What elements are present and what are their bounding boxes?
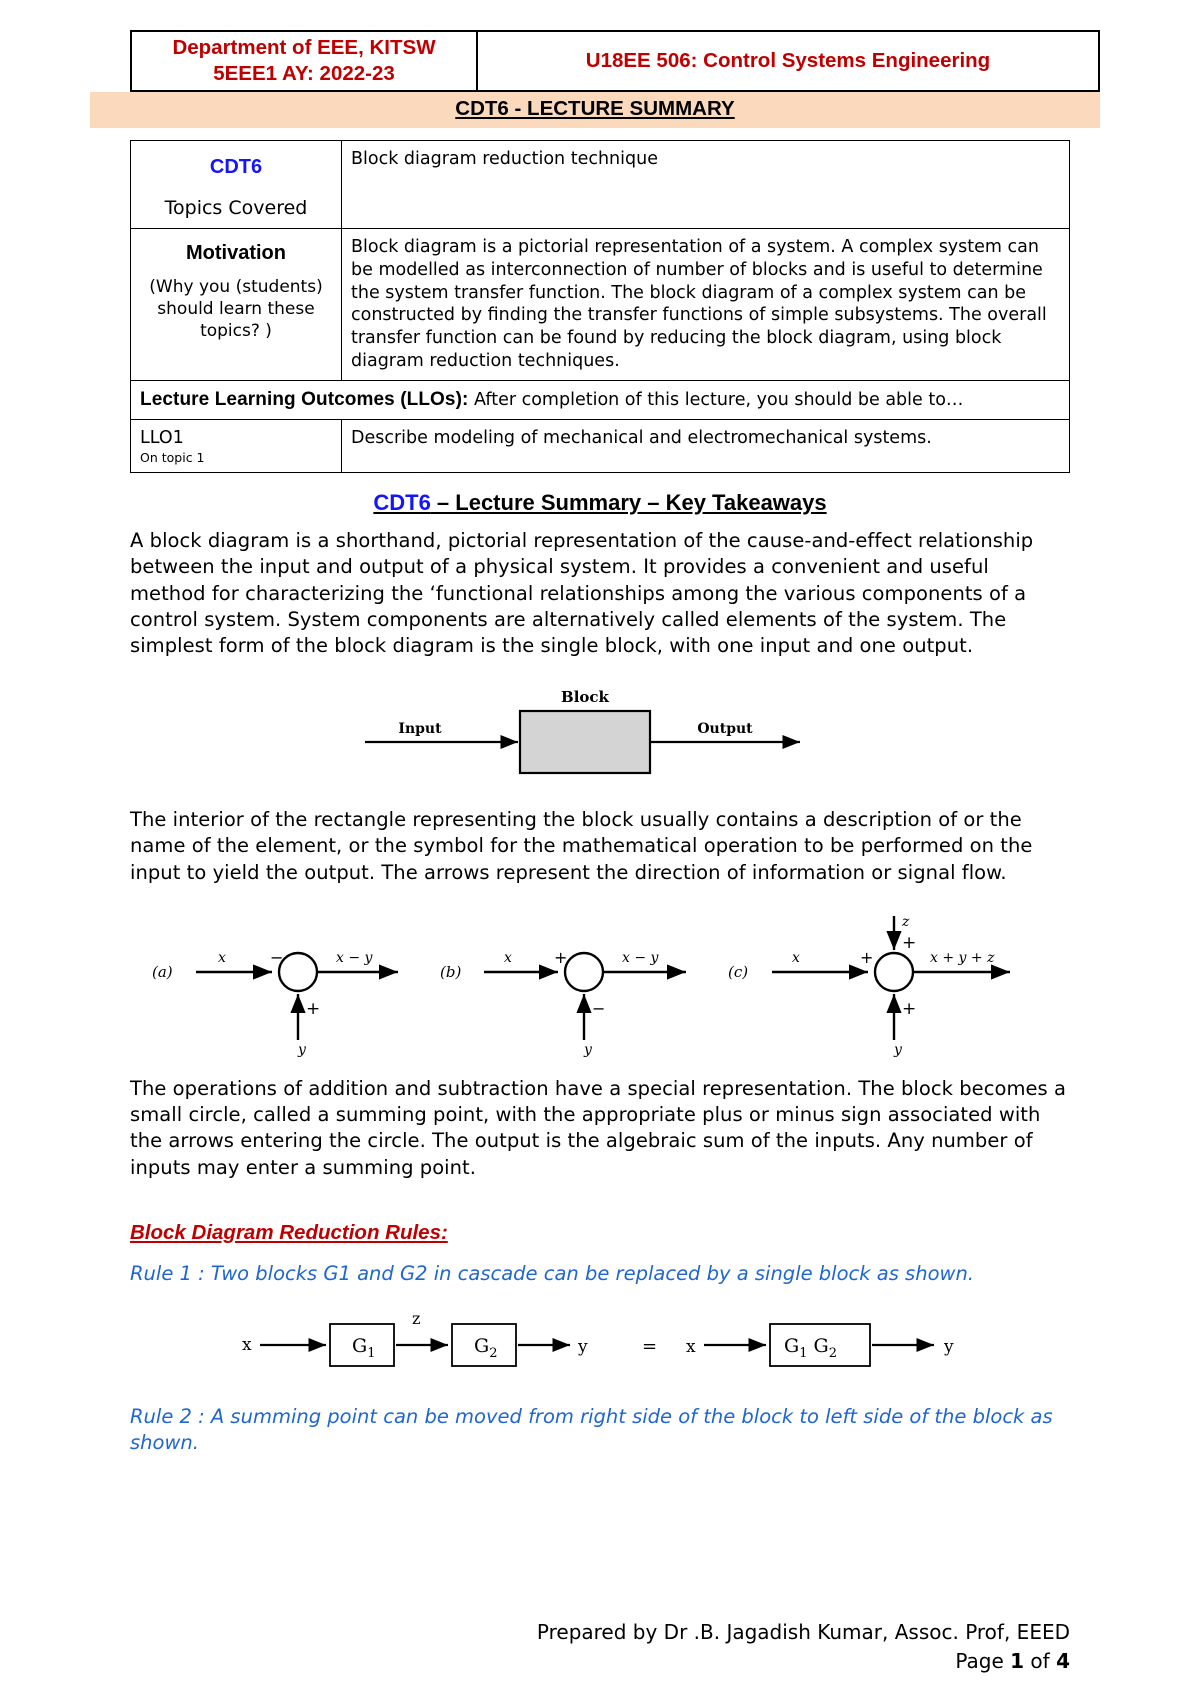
summing-c-input-y-label: y: [894, 1041, 902, 1058]
rule-1-text: Rule 1 : Two blocks G1 and G2 in cascade can be replaced by a single block as shown.: [130, 1261, 975, 1285]
page-footer: [537, 1618, 1070, 1676]
summing-b-input-x-label: x: [504, 949, 512, 966]
motivation-value-cell: Block diagram is a pictorial representation of a system. A complex system can be modelled as interconnection of number of blocks and is useful to determine the system transfer function. The block diagram of a complex system can be constructed by finding the transfer functions of simple subsystems. The overall transfer function can be found by reducing the block diagram, using block diagram reduction techniques.: [342, 229, 1070, 381]
header-row: [131, 31, 1099, 91]
summing-point-c: [728, 914, 1010, 1058]
figure-summing-points-svg: [130, 914, 1070, 1064]
summing-c-sign-y: +: [902, 998, 917, 1019]
lecture-summary-banner-title: CDT6 - LECTURE SUMMARY: [455, 97, 735, 121]
output-text-label: Output: [697, 721, 753, 738]
summing-a-input-y-label: y: [298, 1041, 306, 1058]
header-course-cell: U18EE 506: Control Systems Engineering: [477, 31, 1099, 91]
llo1-tag-cell: [131, 420, 342, 473]
input-text-label: Input: [398, 721, 442, 738]
llo-header-bold: Lecture Learning Outcomes (LLOs):: [140, 388, 469, 410]
paragraph-summing-point: The operations of addition and subtraction have a special representation. The block becomes a small circle, called a summing point, with the appropriate plus or minus sign associated with the arrows entering the circle. The output is the algebraic sum of the inputs. Any number of inputs may enter a summing point.: [130, 1076, 1067, 1179]
summing-a-sign-y: +: [306, 998, 321, 1019]
summing-point-a: [152, 948, 398, 1058]
motivation-label-cell: [131, 229, 342, 381]
figure-cascade-rule-svg: [130, 1302, 1070, 1388]
topics-cdt6-label: CDT6: [209, 156, 263, 179]
cascade-block-g1-label: $G_1$: [352, 1335, 376, 1362]
summing-b-tag: (b): [440, 962, 462, 981]
footer-page-prefix: Page: [955, 1649, 1011, 1673]
table-row-llo1: [131, 420, 1070, 473]
summing-point-b: [440, 948, 686, 1058]
key-takeaways-heading: [130, 490, 1070, 516]
motivation-subtitle: (Why you (students) should learn these topics? ): [149, 277, 323, 342]
footer-prepared-by: Prepared by Dr .B. Jagadish Kumar, Assoc. Prof, EEED: [536, 1620, 1070, 1644]
cascade-output-y-label: y: [578, 1337, 588, 1358]
footer-page-number: [537, 1647, 1070, 1676]
table-row-llo-header: [131, 380, 1070, 420]
figure-single-block: [130, 683, 1070, 795]
summing-a-tag: (a): [152, 962, 173, 981]
lecture-summary-banner: [90, 92, 1100, 128]
table-row-motivation: [131, 229, 1070, 381]
rules-title-wrap: [130, 1181, 1070, 1245]
llo1-text-cell: Describe modeling of mechanical and electromechanical systems.: [342, 420, 1070, 473]
summing-a-circle: [279, 953, 317, 991]
footer-page-current: 1: [1010, 1649, 1025, 1673]
summing-c-output-label: x + y + z: [930, 949, 995, 966]
paragraph-block-interior: The interior of the rectangle representing the block usually contains a description of or the name of the element, or the symbol for the mathematical operation to be performed on the input to yield the output. The arrows represent the direction of information or signal flow.: [130, 808, 1033, 884]
summing-c-circle: [875, 953, 913, 991]
block-rectangle: [520, 711, 650, 773]
summing-b-circle: [565, 953, 603, 991]
header-department-line2: 5EEE1 AY: 2022-23: [213, 62, 395, 86]
summing-b-sign-x: +: [554, 947, 568, 967]
topics-covered-label: Topics Covered: [164, 197, 308, 220]
topics-value-cell: Block diagram reduction technique: [342, 141, 1070, 229]
llo1-topic-sublabel: On topic 1: [140, 450, 205, 466]
summing-a-input-x-label: x: [218, 949, 226, 966]
cascade-block-g1g2-label: $G_1$ $G_2$: [784, 1335, 837, 1362]
paragraph-block-diagram-intro: A block diagram is a shorthand, pictorial representation of the cause-and-effect relationship between the input and output of a physical system. It provides a convenient and useful method for characterizing the ‘functional relationships among the various components of a control system. System components are alternatively called elements of the system. The simplest form of the block diagram is the single block, with one input and one output.: [130, 529, 1034, 657]
cascade-input-x2-label: x: [686, 1337, 696, 1358]
llo-header-rest: After completion of this lecture, you should be able to…: [468, 389, 964, 410]
footer-page-of: of: [1024, 1649, 1057, 1673]
header-department-line1: Department of EEE, KITSW: [172, 36, 436, 59]
footer-page-total: 4: [1056, 1649, 1070, 1673]
document-header-table: [130, 30, 1100, 92]
figure-cascade-rule: [130, 1302, 1070, 1388]
llo-header-cell: [131, 380, 1070, 420]
summing-a-sign-x: −: [270, 947, 284, 967]
cascade-block-g2-label: $G_2$: [474, 1335, 498, 1362]
summing-c-sign-x: +: [860, 947, 874, 967]
lecture-summary-table: [130, 140, 1070, 473]
summing-c-sign-z: +: [902, 932, 917, 953]
rule-2-text: Rule 2 : A summing point can be moved from right side of the block to left side of the block as shown.: [130, 1405, 1053, 1455]
summing-b-output-label: x − y: [622, 949, 659, 966]
figure-summing-points: [130, 914, 1070, 1064]
key-takeaways-heading-cdt6: CDT6: [373, 490, 431, 516]
cascade-mid-z-label: z: [412, 1309, 421, 1329]
llo1-tag-label: LLO1: [140, 428, 184, 449]
summing-b-input-y-label: y: [584, 1041, 592, 1058]
summing-c-input-x-label: x: [792, 949, 800, 966]
summing-c-tag: (c): [728, 962, 749, 981]
key-takeaways-heading-rest: – Lecture Summary – Key Takeaways: [430, 490, 827, 516]
summing-b-sign-y: −: [592, 998, 606, 1018]
figure-single-block-svg: [130, 683, 1070, 795]
cascade-input-x-label: x: [242, 1335, 252, 1356]
cascade-output-y2-label: y: [944, 1337, 954, 1358]
topics-label-cell: [131, 141, 342, 229]
block-caption-label: Block: [561, 688, 609, 707]
table-row-topics: [131, 141, 1070, 229]
summing-c-input-z-label: z: [902, 913, 910, 930]
block-diagram-reduction-rules-title: Block Diagram Reduction Rules:: [130, 1220, 448, 1244]
cascade-equals-sign: =: [642, 1336, 658, 1358]
summing-a-output-label: x − y: [336, 949, 373, 966]
header-department-cell: [131, 31, 477, 91]
motivation-title: Motivation: [186, 242, 286, 265]
